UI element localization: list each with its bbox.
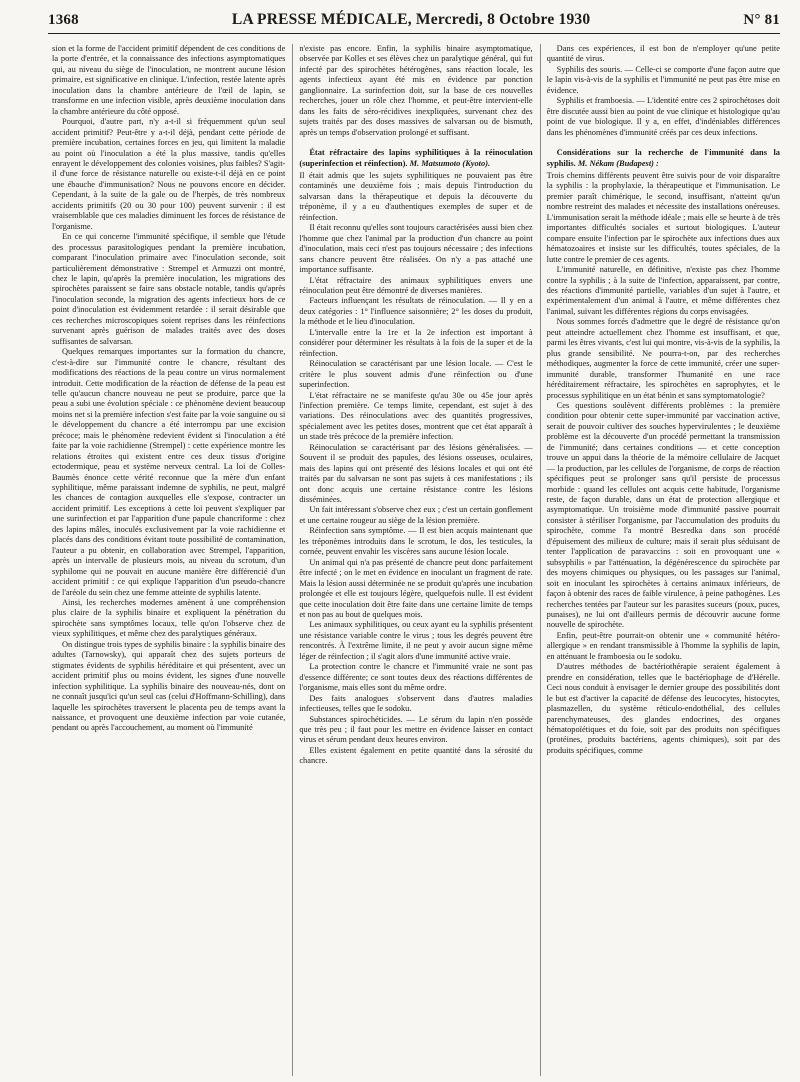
paragraph: Syphilis et framboesia. — L'identité entre ces 2 spirochétoses doit être discutée aussi bien au point de vue clinique et histologique qu'au point de vue biologique. Il y a, en effet, d'indéniables différences dans les phénomènes d'immunité créés par ces deux infections. — [546, 96, 780, 137]
paragraph: Des faits analogues s'observent dans d'autres maladies infectieuses, telles que le sodoku. — [299, 693, 533, 714]
section-title: État réfractaire des lapins syphilitiques à la réinoculation (superinfection et réinfection). — [299, 148, 533, 168]
issue-number: N° 81 — [743, 12, 780, 28]
paragraph: Facteurs influençant les résultats de réinoculation. — Il y en a deux catégories : 1° l'influence saisonnière; 2° les doses du produit, la méthode et le lieu d'inoculation. — [299, 296, 533, 327]
paragraph: On distingue trois types de syphilis binaire : la syphilis binaire des adultes (Tarnowsky), qui apparaît chez des sujets porteurs de stigmates évidents de syphilis héréditaire et qui présentent, avec un accident primitif plus ou moins évident, les signes d'une nouvelle infection syphilitique. La syphilis binaire des nouveau-nés, dont on ne connaît jusqu'ici qu'un seul cas (celui d'Hoffmann-Schilling), dans laquelle les spirochètes traversent le placenta peu de temps avant la naissance, et provoquent une deuxième infection par voie cutanée, pendant ou après l'accouchement, au moment où l'immunité — [52, 639, 286, 733]
paragraph: Substances spirochéticides. — Le sérum du lapin n'en possède que très peu ; il faut pour les mettre en évidence laisser en contact virus et sérum pendant deux heures environ. — [299, 714, 533, 745]
paragraph: L'immunité naturelle, en définitive, n'existe pas chez l'homme contre la syphilis ; à la suite de l'infection, apparaissent, par contre, des réactions d'immunité partielle, variables d'un sujet à l'autre, et expérimentalement d'un animal à l'autre, et même différentes chez l'animal, suivant les différentes régions du corps envisagées. — [546, 265, 780, 316]
paragraph: Réinfection sans symptôme. — Il est bien acquis maintenant que les tréponèmes introduits dans le scrotum, le dos, les testicules, la cornée, peuvent envahir les viscères sans aucune lésion locale. — [299, 526, 533, 557]
paragraph: Trois chemins différents peuvent être suivis pour de voir disparaître la syphilis : la prophylaxie, la thérapeutique et l'immunisation. Le premier paraît chimérique, le second, insuffisant, n'atteint qu'un nombre restreint des malades et nécessite des installations onéreuses. L'immunisation serait la méthode idéale ; mais elle se heurte à de très importantes difficultés sociales et surtout biologiques. L'auteur compare ensuite l'infection par le spirochète aux infections dues aux hématozoaires et insiste sur les difficultés, toutes spéciales, de la lutte contre le premier de ces agents. — [546, 170, 780, 264]
paragraph: Il était admis que les sujets syphilitiques ne pouvaient pas être contaminés une deuxième fois ; mais depuis l'introduction du salvarsan dans la thérapeutique et depuis la découverte du tréponème, il y a eu d'authentiques exemples de super et de réinfection. — [299, 170, 533, 222]
paragraph: La protection contre le chancre et l'immunité vraie ne sont pas d'essence différente; ce sont toutes deux des réactions différentes de l'organisme, mais elles sont du même ordre. — [299, 662, 533, 693]
paragraph: Dans ces expériences, il est bon de n'employer qu'une petite quantité de virus. — [546, 44, 780, 64]
paragraph: En ce qui concerne l'immunité spécifique, il semble que l'étude des processus parasitologiques pendant la première incubation, comparant l'inoculation primaire avec l'inoculation seconde, soit particulièrement démonstrative : Strempel et Armuzzi ont montré, chez le lapin, qu'après la première inoculation, les migrations des spirochètes paraissent se faire sans obstacle notable, tandis qu'après l'inoculation seconde, la migration des agents infectieux hors de ce point d'inoculation est évidemment retardée : il serait désirable que ces recherches microscopiques soient reprises dans les réinfections survenant après guérison de malades traités avec des doses suffisantes de salvarsan. — [52, 232, 286, 346]
paragraph: Quelques remarques importantes sur la formation du chancre, c'est-à-dire sur l'immunité contre le chancre, résultant des modifications des réactions de la peau contre un virus normalement introduit. Cette modification de la réaction de défense de la peau est telle qu'aucun chancre nouveau ne peut se produire, parce que la peau a subi une évolution spéciale : ce phénomène devient beaucoup moins net si la première infection s'est faite par la voie sanguine ou si le développement du chancre a été interrompu par une excision précoce; mais le phénomène redevient évident si l'inoculation a été faite par la voie rachidienne (Strempel) : cette expérience montre les relations étroites qui existent entre ces deux tissus d'origine ectodermique, peau et système nerveux central. La loi de Colles-Baumès énonce cette vérité reconnue que la mère d'un enfant syphilitique, même paraissant indemne de syphilis, ne peut, malgré les chances de contagion auxquelles elle s'expose, contracter un accident primitif. Les exceptions à cette loi peuvent s'expliquer par une surinfection et par l'apparition d'une papule chancriforme : chez des lapins mâles, inoculés exclusivement par la voie rachidienne et placés dans des conditions évitant toute possibilité de contamination, l'auteur a pu obtenir, en collaboration avec Strempel, l'apparition, après un intervalle de plusieurs mois, au niveau du scrotum, d'un syphilome qui ne pouvait en aucune manière être différencié d'un accident primitif : ce qui explique l'apparition d'un pseudo-chancre de l'aréole du sein chez une femme atteinte de syphilis latente. — [52, 347, 286, 597]
text-columns — [52, 44, 780, 1076]
paragraph: Enfin, peut-être pourrait-on obtenir une « communité hétéro-allergique » en rendant transmissible à l'homme la syphilis de lapin, en atténuant le framboesia ou le sodoku. — [546, 630, 780, 661]
paragraph: Un animal qui n'a pas présenté de chancre peut donc parfaitement être infecté ; on le met en évidence en inoculant un fragment de rate. Mais la lésion aussi déterminée ne se produit qu'après une incubation prolongée et elle est toujours légère, quelquefois nulle. Il est évident que cette inoculation doit être faite dans une certaine limite de temps et non pas au bout de quelques mois. — [299, 557, 533, 620]
paragraph: n'existe pas encore. Enfin, la syphilis binaire asymptomatique, observée par Kolles et ses élèves chez un paralytique général, qui fut infecté par des spirochètes hétérogènes, sans réaction locale, les agents infectieux ayant été mis en évidence par ponction ganglionnaire. La surinfection doit, sur la base de ces nouvelles recherches, jouer un rôle chez l'homme, et peut-être intervient-elle dans les faits de séro-récidives inexpliquées, survenant chez des sujets traités par des doses massives de salvarsan ou de bismuth, après un temps d'observation prolongé et suffisant. — [299, 44, 533, 137]
column-2 — [292, 44, 532, 1076]
page-number: 1368 — [48, 12, 79, 28]
paragraph: Syphilis des souris. — Celle-ci se comporte d'une façon autre que le lapin vis-à-vis de la syphilis et l'immunité ne peut pas être mise en évidence. — [546, 64, 780, 95]
column-3 — [540, 44, 780, 1076]
paragraph: Les animaux syphilitiques, ou ceux ayant eu la syphilis présentent une résistance variable contre le virus ; tous les degrés peuvent être rencontrés. À l'extrême limite, il ne peut y avoir aucun signe même léger de réinfection ; il s'agit alors d'une immunité active vraie. — [299, 620, 533, 661]
page-header — [48, 8, 780, 34]
paragraph: L'état réfractaire des animaux syphilitiques envers une réinoculation peut être démontré de diverses manières. — [299, 275, 533, 295]
section-heading — [299, 148, 532, 169]
paragraph: Il était reconnu qu'elles sont toujours caractérisées aussi bien chez l'homme que chez l'animal par la production d'un chancre au point d'inoculation, mais ceci n'est pas toujours nécessaire ; des infections sans chancre peuvent être réalisées. On n'y a pas attaché une importance suffisante. — [299, 223, 533, 275]
section-heading — [547, 148, 780, 169]
paragraph: Ces questions soulèvent différents problèmes : la première condition pour obtenir cette super-immunité par vaccination active, serait de pouvoir cultiver des souches hypervirulentes ; le deuxième problème est la découverte d'un procédé permettant la transmission de l'immunité; dans certaines conditions — et cette conception trouve un appui dans la théorie de la mémoire cellulaire de Jacquet — la production, par les cellules de l'organisme, de corps de réaction spécifiques peut se prolonger sans qu'il persiste de processus morbide : quand les cellules ont acquis cette habitude, l'organisme reste, de façon durable, dans un état de protection allergique et asymptomatique. Un troisième mode d'immunité passive pourrait consister à stériliser l'organisme, par l'accumulation des produits du spirochète, comme l'a montré Besredka dans son procédé d'épuisement des milieux de culture; mais il serait plus séduisant de tenter l'application de paravaccins : soit en provoquant une « subsyphilis » par l'atténuation, la dégénérescence du spirochète par des moyens chimiques ou physiques, ou les passages sur l'animal, soit en inoculant les spirochètes à certains animaux inférieurs, de façon à obtenir des races de faible virulence, à peine pathogènes. Les recherches tentées par l'auteur sur les parasites suceurs (poux, puces, punaises), ne lui ont d'ailleurs permis de découvrir aucune forme nouvelle de spirochète. — [546, 400, 780, 630]
paragraph: Réinoculation se caractérisant par une lésion locale. — C'est le critère le plus souvent admis d'une réinfection ou d'une superinfection. — [299, 359, 533, 390]
journal-title: LA PRESSE MÉDICALE, Mercredi, 8 Octobre 1930 — [231, 11, 591, 28]
section-author: M. Matsumoto (Kyoto). — [409, 158, 491, 168]
paragraph: Pourquoi, d'autre part, n'y a-t-il si fréquemment qu'un seul accident primitif? Peut-être y a-t-il déjà, pendant cette période de première incubation, certaines forces en jeu, qui limitent la maladie au point où l'inoculation a été la plus massive, tandis qu'elles enrayent le développement des colonies voisines, plus faibles? S'agit-il d'une force de résistance naturelle ou existe-t-il déjà en ce point une ébauche d'immunisation? Nous ne pouvons encore en décider. Cependant, à la suite de la gale ou de l'herpès, de très nombreux accidents primitifs (20 ou 30 pour 100) peuvent survenir : il est vraisemblable que ces maladies diminuent les forces de résistance de l'organisme. — [52, 117, 286, 231]
paragraph: Nous sommes forcés d'admettre que le degré de résistance qu'on peut atteindre actuellement chez l'homme est insuffisant, et que, parmi les êtres vivants, c'est lui qui montre, vis-à-vis de la syphilis, la plus grande sensibilité. Ne pourra-t-on, par des recherches méthodiques, augmenter la force de cette immunité, créer une super-immunité durable, transformer l'humanité en une race héréditairement réfractaire, les spirochètes en saprophytes, et le processus syphilitique en un état bénin et sans symptomatologie? — [546, 317, 780, 400]
section-title: Considérations sur la recherche de l'immunité dans la syphilis. — [546, 148, 780, 168]
paragraph: L'intervalle entre la 1re et la 2e infection est important à considérer pour déterminer les résultats à la fois de la super et de la réinfection. — [299, 327, 533, 358]
paragraph: Elles existent également en petite quantité dans la sérosité du chancre. — [299, 745, 533, 766]
section-author: M. Nékam (Budapest) : — [577, 158, 659, 168]
paragraph: Ainsi, les recherches modernes amènent à une compréhension plus claire de la syphilis binaire et expliquent la pénétration du spirochète sans symptômes locaux, telle qu'on l'observe chez de vieux syphilitiques, et même chez des paralytiques généraux. — [52, 598, 286, 639]
paragraph: Réinoculation se caractérisant par des lésions généralisées. — Souvent il se produit des papules, des lésions osseuses, oculaires, mais des lapins qui ont présenté des lésions locales et qui ont été traités par du salvarsan ne sont pas sujets à ces manifestations ; ils ont donc acquis une certaine résistance contre les lésions disséminées. — [299, 442, 533, 505]
column-1 — [52, 44, 285, 1076]
paragraph: D'autres méthodes de bactériothérapie seraient également à prendre en considération, telles que le bactériophage de d'Hérelle. Ceci nous conduit à envisager le dernier groupe des possibilités dont le but est d'activer la capacité de défense des leucocytes, histocytes, plasmazellen, du système réticulo-endothélial, des cellules parenchymateuses, des glandes endocrines, des organes hématopoïétiques et du foie, soit par des produits non spécifiques (protéines, produits bactériens, agents chimiques), soit par des produits spécifiques, comme — [546, 662, 780, 755]
paragraph: Un fait intéressant s'observe chez eux ; c'est un certain gonflement et une certaine rougeur au siège de la lésion première. — [299, 505, 533, 525]
paragraph: sion et la forme de l'accident primitif dépendent de ces conditions de la porte d'entrée, et la connaissance des infections asymptomatiques qui, au niveau du siège de l'inoculation, ne montrent aucune lésion primaire, est significative en clinique. L'infection, restée latente après inoculation dans la chambre antérieure de l'œil de lapin, se transforme en une infection visible, après deuxième inoculation dans la chambre antérieure du côté opposé. — [52, 44, 286, 116]
paragraph: L'état réfractaire ne se manifeste qu'au 30e ou 45e jour après l'infection première. Ce temps limite, cependant, est sujet à des variations. Des réinoculations avec des quantités progressives, spécialement avec les petites doses, montrent que cet état apparaît à un stade très précoce de la première infection. — [299, 390, 533, 442]
